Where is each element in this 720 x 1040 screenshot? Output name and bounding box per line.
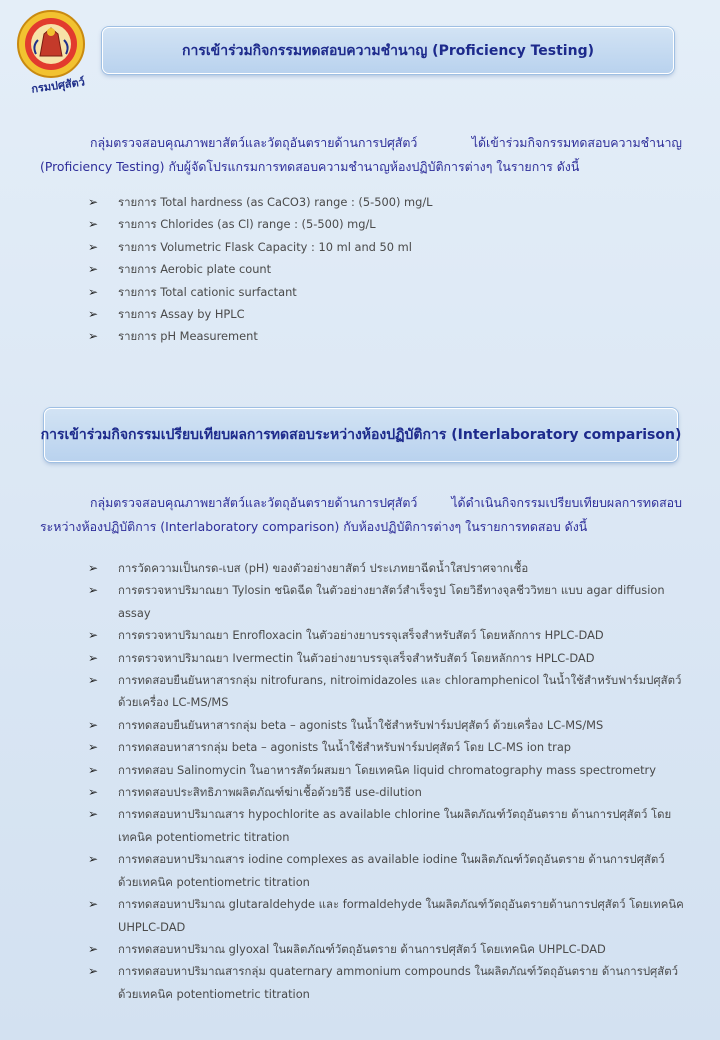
- list-item: ➢ การทดสอบหาปริมาณ glutaraldehyde และ formaldehyde ในผลิตภัณฑ์วัตถุอันตรายด้านการปศุสัตว์ โดยเทคนิค UHPLC-DAD: [88, 893, 688, 938]
- arrow-bullet-icon: ➢: [88, 897, 99, 912]
- section2-title: การเข้าร่วมกิจกรรมเปรียบเทียบผลการทดสอบระหว่างห้องปฏิบัติการ (Interlaboratory comparison): [40, 427, 682, 443]
- arrow-bullet-icon: ➢: [88, 717, 99, 732]
- list-item: ➢ รายการ Aerobic plate count: [88, 258, 688, 280]
- department-logo: [14, 10, 88, 96]
- list-item: ➢ รายการ Assay by HPLC: [88, 303, 688, 325]
- list-item: ➢ การทดสอบหาปริมาณสาร iodine complexes as available iodine ในผลิตภัณฑ์วัตถุอันตราย ด้านการปศุสัตว์ ด้วยเทคนิค potentiometric titration: [88, 848, 688, 893]
- logo-text: กรมปศุสัตว์: [30, 75, 86, 96]
- arrow-bullet-icon: ➢: [88, 807, 99, 822]
- arrow-bullet-icon: ➢: [88, 307, 99, 322]
- arrow-bullet-icon: ➢: [88, 195, 99, 209]
- list-item: ➢ รายการ Total hardness (as CaCO3) range : (5-500) mg/L: [88, 191, 688, 213]
- list-item: ➢ การทดสอบยืนยันหาสารกลุ่ม beta – agonists ในน้ำใช้สำหรับฟาร์มปศุสัตว์ ด้วยเครื่อง LC-MS/MS: [88, 714, 688, 736]
- arrow-bullet-icon: ➢: [88, 217, 99, 232]
- section2-paragraph: กลุ่มตรวจสอบคุณภาพยาสัตว์และวัตถุอันตรายด้านการปศุสัตว์ ได้ดำเนินกิจกรรมเปรียบเทียบผลการทดสอบระหว่างห้องปฏิบัติการ (Interlaboratory comparison) กับห้องปฏิบัติการต่างๆ ในรายการทดสอบ ดังนี้: [40, 495, 682, 534]
- list-item: ➢ การทดสอบยืนยันหาสารกลุ่ม nitrofurans, nitroimidazoles และ chloramphenicol ในน้ำใช้สำหรับฟาร์มปศุสัตว์ ด้วยเครื่อง LC-MS/MS: [88, 669, 688, 714]
- arrow-bullet-icon: ➢: [88, 561, 99, 575]
- section1-title-box: [102, 27, 674, 74]
- arrow-bullet-icon: ➢: [88, 964, 99, 979]
- list-item: ➢ การทดสอบหาปริมาณสารกลุ่ม quaternary ammonium compounds ในผลิตภัณฑ์วัตถุอันตราย ด้านการปศุสัตว์ ด้วยเทคนิค potentiometric titration: [88, 960, 688, 1005]
- section1-list: [88, 191, 688, 348]
- emblem-icon: [14, 10, 88, 78]
- list-item: ➢ การวัดความเป็นกรด-เบส (pH) ของตัวอย่างยาสัตว์ ประเภทยาฉีดน้ำใสปราศจากเชื้อ: [88, 557, 688, 579]
- section1-title: การเข้าร่วมกิจกรรมทดสอบความชำนาญ (Proficiency Testing): [182, 42, 594, 59]
- arrow-bullet-icon: ➢: [88, 762, 99, 777]
- list-item: ➢ รายการ pH Measurement: [88, 325, 688, 347]
- list-item: ➢ การตรวจหาปริมาณยา Ivermectin ในตัวอย่างยาบรรจุเสร็จสำหรับสัตว์ โดยหลักการ HPLC-DAD: [88, 647, 688, 669]
- list-item: ➢ การทดสอบประสิทธิภาพผลิตภัณฑ์ฆ่าเชื้อด้วยวิธี use-dilution: [88, 781, 688, 803]
- arrow-bullet-icon: ➢: [88, 650, 99, 665]
- list-item: ➢ การทดสอบ Salinomycin ในอาหารสัตว์ผสมยา โดยเทคนิค liquid chromatography mass spectrometry: [88, 759, 688, 781]
- list-item: ➢ รายการ Chlorides (as Cl) range : (5-500) mg/L: [88, 213, 688, 235]
- list-item: ➢ การทดสอบหาสารกลุ่ม beta – agonists ในน้ำใช้สำหรับฟาร์มปศุสัตว์ โดย LC-MS ion trap: [88, 736, 688, 758]
- list-item: ➢ การตรวจหาปริมาณยา Enrofloxacin ในตัวอย่างยาบรรจุเสร็จสำหรับสัตว์ โดยหลักการ HPLC-DAD: [88, 624, 688, 646]
- list-item: ➢ การตรวจหาปริมาณยา Tylosin ชนิดฉีด ในตัวอย่างยาสัตว์สำเร็จรูป โดยวิธีทางจุลชีววิทยา แบบ agar diffusion assay: [88, 579, 688, 624]
- list-item: ➢ รายการ Total cationic surfactant: [88, 281, 688, 303]
- arrow-bullet-icon: ➢: [88, 785, 99, 800]
- section2-title-box: [40, 408, 682, 462]
- arrow-bullet-icon: ➢: [88, 852, 99, 867]
- arrow-bullet-icon: ➢: [88, 941, 99, 956]
- arrow-bullet-icon: ➢: [88, 262, 99, 277]
- arrow-bullet-icon: ➢: [88, 284, 99, 299]
- arrow-bullet-icon: ➢: [88, 628, 99, 643]
- list-item: ➢ การทดสอบหาปริมาณสาร hypochlorite as available chlorine ในผลิตภัณฑ์วัตถุอันตราย ด้านการปศุสัตว์ โดยเทคนิค potentiometric titration: [88, 803, 688, 848]
- arrow-bullet-icon: ➢: [88, 673, 99, 688]
- list-item: ➢ รายการ Volumetric Flask Capacity : 10 ml and 50 ml: [88, 236, 688, 258]
- arrow-bullet-icon: ➢: [88, 740, 99, 755]
- arrow-bullet-icon: ➢: [88, 329, 99, 344]
- list-item: ➢ การทดสอบหาปริมาณ glyoxal ในผลิตภัณฑ์วัตถุอันตราย ด้านการปศุสัตว์ โดยเทคนิค UHPLC-DAD: [88, 938, 688, 960]
- arrow-bullet-icon: ➢: [88, 583, 99, 598]
- section2-list: [88, 557, 688, 1005]
- arrow-bullet-icon: ➢: [88, 239, 99, 254]
- section1-paragraph: กลุ่มตรวจสอบคุณภาพยาสัตว์และวัตถุอันตรายด้านการปศุสัตว์ ได้เข้าร่วมกิจกรรมทดสอบความชำนาญ (Proficiency Testing) กับผู้จัดโปรแกรมการทดสอบความชำนาญห้องปฏิบัติการต่างๆ ในรายการ ดังนี้: [40, 135, 682, 174]
